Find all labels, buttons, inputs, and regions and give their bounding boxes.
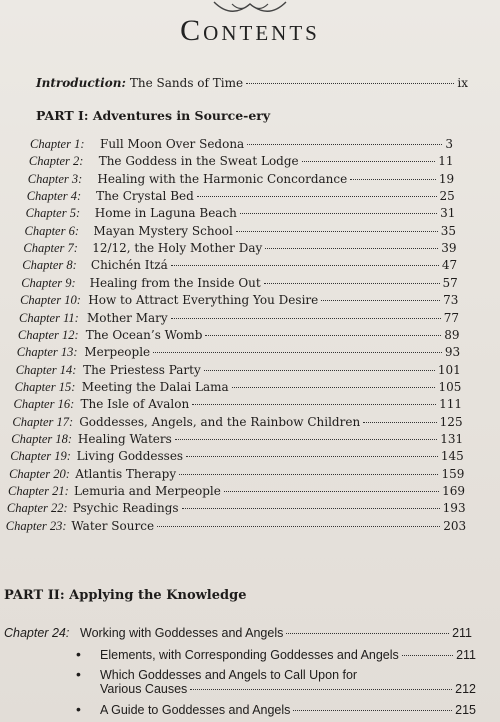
chapter-entry bbox=[18, 328, 460, 345]
chapter-entry bbox=[26, 206, 456, 223]
chapter-entry bbox=[7, 501, 466, 518]
chapter-label: Chapter 20: bbox=[9, 466, 70, 481]
dot-leader bbox=[264, 283, 440, 284]
chapter-entry bbox=[9, 467, 464, 484]
dot-leader bbox=[224, 491, 439, 492]
chapter-label: Chapter 3: bbox=[27, 171, 83, 186]
dot-leader bbox=[402, 655, 453, 656]
chapter-label: Chapter 4: bbox=[26, 189, 82, 204]
chapter-page: 101 bbox=[437, 362, 461, 377]
bullet-page: 215 bbox=[455, 703, 476, 717]
dot-leader bbox=[157, 526, 440, 527]
bullet-page: 212 bbox=[455, 682, 476, 696]
chapter-label: Chapter 21: bbox=[8, 484, 69, 498]
bullet-entry bbox=[76, 666, 476, 682]
dot-leader bbox=[190, 689, 452, 690]
chapter-page: 39 bbox=[441, 241, 457, 256]
dot-leader bbox=[192, 404, 436, 405]
chapter-entry bbox=[15, 380, 462, 397]
chapter-page: 131 bbox=[440, 431, 464, 446]
chapter-entry bbox=[4, 626, 472, 640]
chapter-entry bbox=[25, 224, 457, 241]
chapter-title: The Priestess Party bbox=[83, 362, 201, 377]
chapter-title: The Crystal Bed bbox=[96, 189, 194, 204]
chapter-title: Meeting the Dalai Lama bbox=[81, 379, 229, 394]
chapter-entry bbox=[21, 276, 458, 293]
chapter-page: 3 bbox=[445, 137, 453, 151]
chapter-title: Mother Mary bbox=[87, 310, 168, 325]
bullet-entry bbox=[76, 701, 476, 717]
chapter-entry bbox=[14, 397, 463, 414]
chapter-title: Healing Waters bbox=[77, 431, 172, 446]
chapter-label: Chapter 23: bbox=[5, 518, 67, 533]
dot-leader bbox=[363, 422, 436, 423]
chapter-title: Merpeople bbox=[84, 345, 151, 360]
dot-leader bbox=[153, 352, 442, 353]
ornament-flourish bbox=[212, 0, 288, 14]
dot-leader bbox=[175, 439, 438, 440]
chapter-label: Chapter 1: bbox=[30, 137, 85, 151]
chapter-title: 12/12, the Holy Mother Day bbox=[92, 241, 263, 256]
chapter-title: Water Source bbox=[71, 518, 155, 533]
chapter-label: Chapter 14: bbox=[15, 362, 77, 377]
chapter-label: Chapter 16: bbox=[13, 397, 75, 412]
chapter-title: Healing from the Inside Out bbox=[89, 275, 261, 290]
bullet-title: Elements, with Corresponding Goddesses and Angels bbox=[100, 648, 399, 662]
chapter-page: 35 bbox=[440, 223, 456, 238]
chapter-label: Chapter 8: bbox=[22, 258, 77, 273]
chapter-page: 159 bbox=[441, 466, 465, 481]
chapter-entry bbox=[20, 293, 458, 310]
dot-leader bbox=[350, 179, 436, 180]
dot-leader bbox=[186, 456, 438, 457]
chapter-label: Chapter 11: bbox=[19, 310, 79, 325]
chapter-title: Atlantis Therapy bbox=[75, 466, 177, 481]
chapter-label: Chapter 12: bbox=[17, 327, 79, 342]
bullet-entry-continued bbox=[100, 682, 476, 696]
chapter-label: Chapter 6: bbox=[24, 223, 80, 238]
dot-leader bbox=[246, 83, 454, 84]
chapter-page: 211 bbox=[452, 626, 472, 640]
chapter-page: 169 bbox=[442, 484, 465, 498]
dot-leader bbox=[321, 300, 440, 301]
bullet-title: A Guide to Goddesses and Angels bbox=[100, 703, 291, 717]
chapter-page: 125 bbox=[439, 414, 463, 429]
bullet-title-continued: Various Causes bbox=[100, 682, 188, 696]
chapter-page: 25 bbox=[439, 189, 455, 204]
chapter-page: 105 bbox=[438, 379, 462, 394]
chapter-title: The Isle of Avalon bbox=[80, 397, 190, 412]
dot-leader bbox=[293, 710, 452, 711]
chapter-page: 203 bbox=[443, 518, 467, 533]
dot-leader bbox=[171, 318, 441, 319]
chapter-label: Chapter 5: bbox=[25, 206, 81, 221]
chapter-title: Psychic Readings bbox=[72, 501, 179, 516]
dot-leader bbox=[179, 474, 438, 475]
part-2-heading: PART II: Applying the Knowledge bbox=[4, 588, 247, 603]
bullet-icon: • bbox=[76, 646, 81, 662]
dot-leader bbox=[240, 213, 437, 214]
chapter-entry bbox=[23, 241, 456, 258]
bullet-title: Which Goddesses and Angels to Call Upon for bbox=[100, 668, 358, 682]
chapter-title: Lemuria and Merpeople bbox=[74, 484, 221, 498]
chapter-title: Working with Goddesses and Angels bbox=[80, 626, 284, 640]
chapter-entry bbox=[22, 258, 457, 275]
chapter-page: 57 bbox=[442, 275, 458, 290]
chapter-entry bbox=[8, 484, 465, 501]
bullet-page: 211 bbox=[456, 648, 476, 662]
chapter-page: 77 bbox=[443, 310, 459, 325]
chapter-label: Chapter 18: bbox=[11, 431, 73, 446]
bullet-icon: • bbox=[76, 666, 81, 682]
dot-leader bbox=[302, 161, 436, 162]
page-title: Contents bbox=[180, 14, 320, 47]
chapter-page: 31 bbox=[440, 206, 456, 221]
chapter-title: Chichén Itzá bbox=[90, 258, 168, 273]
chapter-entry bbox=[29, 154, 454, 171]
bullet-icon: • bbox=[76, 701, 81, 717]
chapter-entry bbox=[28, 172, 454, 189]
chapter-page: 145 bbox=[440, 449, 464, 464]
chapter-page: 47 bbox=[441, 258, 458, 273]
chapter-entry bbox=[12, 415, 462, 432]
chapter-page: 93 bbox=[444, 345, 461, 360]
chapter-title: Living Goddesses bbox=[76, 449, 184, 464]
chapter-title: The Ocean’s Womb bbox=[85, 327, 203, 342]
dot-leader bbox=[265, 248, 438, 249]
chapter-page: 11 bbox=[438, 154, 454, 169]
chapter-label: Chapter 22: bbox=[6, 501, 68, 516]
chapter-label: Chapter 7: bbox=[23, 241, 78, 256]
chapter-entry bbox=[17, 345, 460, 362]
chapter-entry bbox=[11, 432, 463, 449]
chapter-title: Goddesses, Angels, and the Rainbow Children bbox=[79, 414, 361, 429]
dot-leader bbox=[204, 370, 435, 371]
chapter-title: Mayan Mystery School bbox=[93, 223, 233, 238]
bullet-entry bbox=[76, 646, 476, 662]
chapter-label: Chapter 13: bbox=[16, 345, 78, 360]
chapter-page: 19 bbox=[438, 171, 455, 186]
dot-leader bbox=[232, 387, 436, 388]
chapter-page: 73 bbox=[443, 293, 459, 308]
chapter-entry bbox=[19, 311, 459, 328]
chapter-title: How to Attract Everything You Desire bbox=[88, 293, 319, 308]
chapter-entry bbox=[6, 519, 466, 536]
chapter-label: Chapter 15: bbox=[14, 379, 76, 394]
dot-leader bbox=[247, 144, 442, 145]
part-1-heading: PART I: Adventures in Source-ery bbox=[36, 108, 271, 123]
chapter-title: Healing with the Harmonic Concordance bbox=[97, 171, 348, 186]
dot-leader bbox=[171, 265, 439, 266]
dot-leader bbox=[286, 633, 449, 634]
chapter-page: 89 bbox=[444, 327, 460, 342]
chapter-label: Chapter 17: bbox=[12, 414, 74, 429]
chapter-entry bbox=[10, 449, 464, 466]
introduction-title: The Sands of Time bbox=[129, 76, 244, 90]
introduction-entry bbox=[36, 76, 468, 90]
chapter-label: Chapter 10: bbox=[20, 293, 81, 308]
chapter-entry bbox=[27, 189, 455, 206]
dot-leader bbox=[236, 231, 438, 232]
dot-leader bbox=[182, 508, 440, 509]
chapter-title: The Goddess in the Sweat Lodge bbox=[98, 154, 299, 169]
chapter-page: 193 bbox=[442, 501, 466, 516]
introduction-label: Introduction: bbox=[36, 76, 126, 90]
chapter-label: Chapter 9: bbox=[21, 275, 76, 290]
chapter-page: 111 bbox=[439, 397, 462, 412]
dot-leader bbox=[205, 335, 441, 336]
chapter-title: Full Moon Over Sedona bbox=[100, 137, 245, 151]
chapter-entry bbox=[16, 363, 461, 380]
introduction-page: ix bbox=[457, 76, 468, 90]
chapter-entry bbox=[30, 137, 453, 154]
dot-leader bbox=[197, 196, 437, 197]
chapter-label: Chapter 19: bbox=[10, 449, 71, 464]
chapter-title: Home in Laguna Beach bbox=[94, 206, 237, 221]
chapter-label: Chapter 2: bbox=[28, 154, 84, 169]
chapter-label: Chapter 24: bbox=[4, 626, 70, 640]
